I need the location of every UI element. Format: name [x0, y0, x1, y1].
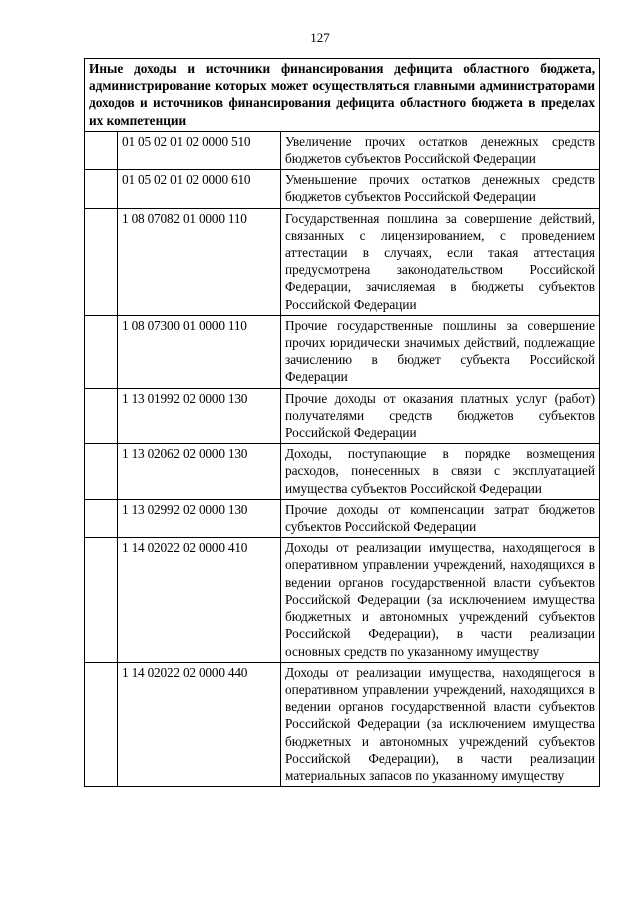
admin-code-cell [85, 662, 118, 786]
revenue-code-table [84, 58, 600, 787]
description-cell: Доходы от реализации имущества, находящегося в оперативном управлении учреждений, находящихся в ведении органов государственной власти субъектов Российской Федерации (за исключением имущества бюджетных и автономных учреждений субъектов Российской Федерации), в части реализации материальных запасов по указанному имуществу [281, 662, 600, 786]
description-cell: Увеличение прочих остатков денежных средств бюджетов субъектов Российской Федерации [281, 131, 600, 169]
admin-code-cell [85, 538, 118, 662]
table-row [85, 131, 600, 169]
table-row [85, 662, 600, 786]
table-row [85, 315, 600, 388]
table-row [85, 388, 600, 444]
table-body [85, 59, 600, 787]
table-row [85, 538, 600, 662]
table-row [85, 444, 600, 500]
table-heading-row [85, 59, 600, 132]
description-cell: Доходы, поступающие в порядке возмещения расходов, понесенных в связи с эксплуатацией имущества субъектов Российской Федерации [281, 444, 600, 500]
admin-code-cell [85, 499, 118, 537]
budget-code-cell: 1 13 02992 02 0000 130 [118, 499, 281, 537]
admin-code-cell [85, 170, 118, 208]
description-cell: Уменьшение прочих остатков денежных средств бюджетов субъектов Российской Федерации [281, 170, 600, 208]
budget-code-cell: 1 13 02062 02 0000 130 [118, 444, 281, 500]
budget-code-cell: 1 08 07082 01 0000 110 [118, 208, 281, 315]
admin-code-cell [85, 131, 118, 169]
description-cell: Доходы от реализации имущества, находящегося в оперативном управлении учреждений, находящихся в ведении органов государственной власти субъектов Российской Федерации (за исключением имущества бюджетных и автономных учреждений субъектов Российской Федерации), в части реализации основных средств по указанному имуществу [281, 538, 600, 662]
admin-code-cell [85, 388, 118, 444]
admin-code-cell [85, 208, 118, 315]
table-heading: Иные доходы и источники финансирования дефицита областного бюджета, администрирование которых может осуществляться главными администраторами доходов и источников финансирования дефицита областного бюджета в пределах их компетенции [85, 59, 600, 132]
budget-code-cell: 1 13 01992 02 0000 130 [118, 388, 281, 444]
description-cell: Прочие доходы от компенсации затрат бюджетов субъектов Российской Федерации [281, 499, 600, 537]
admin-code-cell [85, 315, 118, 388]
budget-code-cell: 1 14 02022 02 0000 410 [118, 538, 281, 662]
budget-code-cell: 1 14 02022 02 0000 440 [118, 662, 281, 786]
description-cell: Прочие государственные пошлины за совершение прочих юридически значимых действий, подлежащие зачислению в бюджет субъекта Российской Федерации [281, 315, 600, 388]
budget-code-cell: 01 05 02 01 02 0000 610 [118, 170, 281, 208]
table-row [85, 499, 600, 537]
description-cell: Прочие доходы от оказания платных услуг (работ) получателями средств бюджетов субъектов Российской Федерации [281, 388, 600, 444]
table-row [85, 170, 600, 208]
budget-code-cell: 01 05 02 01 02 0000 510 [118, 131, 281, 169]
budget-code-cell: 1 08 07300 01 0000 110 [118, 315, 281, 388]
table-row [85, 208, 600, 315]
description-cell: Государственная пошлина за совершение действий, связанных с лицензированием, с проведением аттестации в случаях, если такая аттестация предусмотрена законодательством Российской Федерации, зачисляемая в бюджеты субъектов Российской Федерации [281, 208, 600, 315]
admin-code-cell [85, 444, 118, 500]
page-number: 127 [310, 30, 330, 45]
